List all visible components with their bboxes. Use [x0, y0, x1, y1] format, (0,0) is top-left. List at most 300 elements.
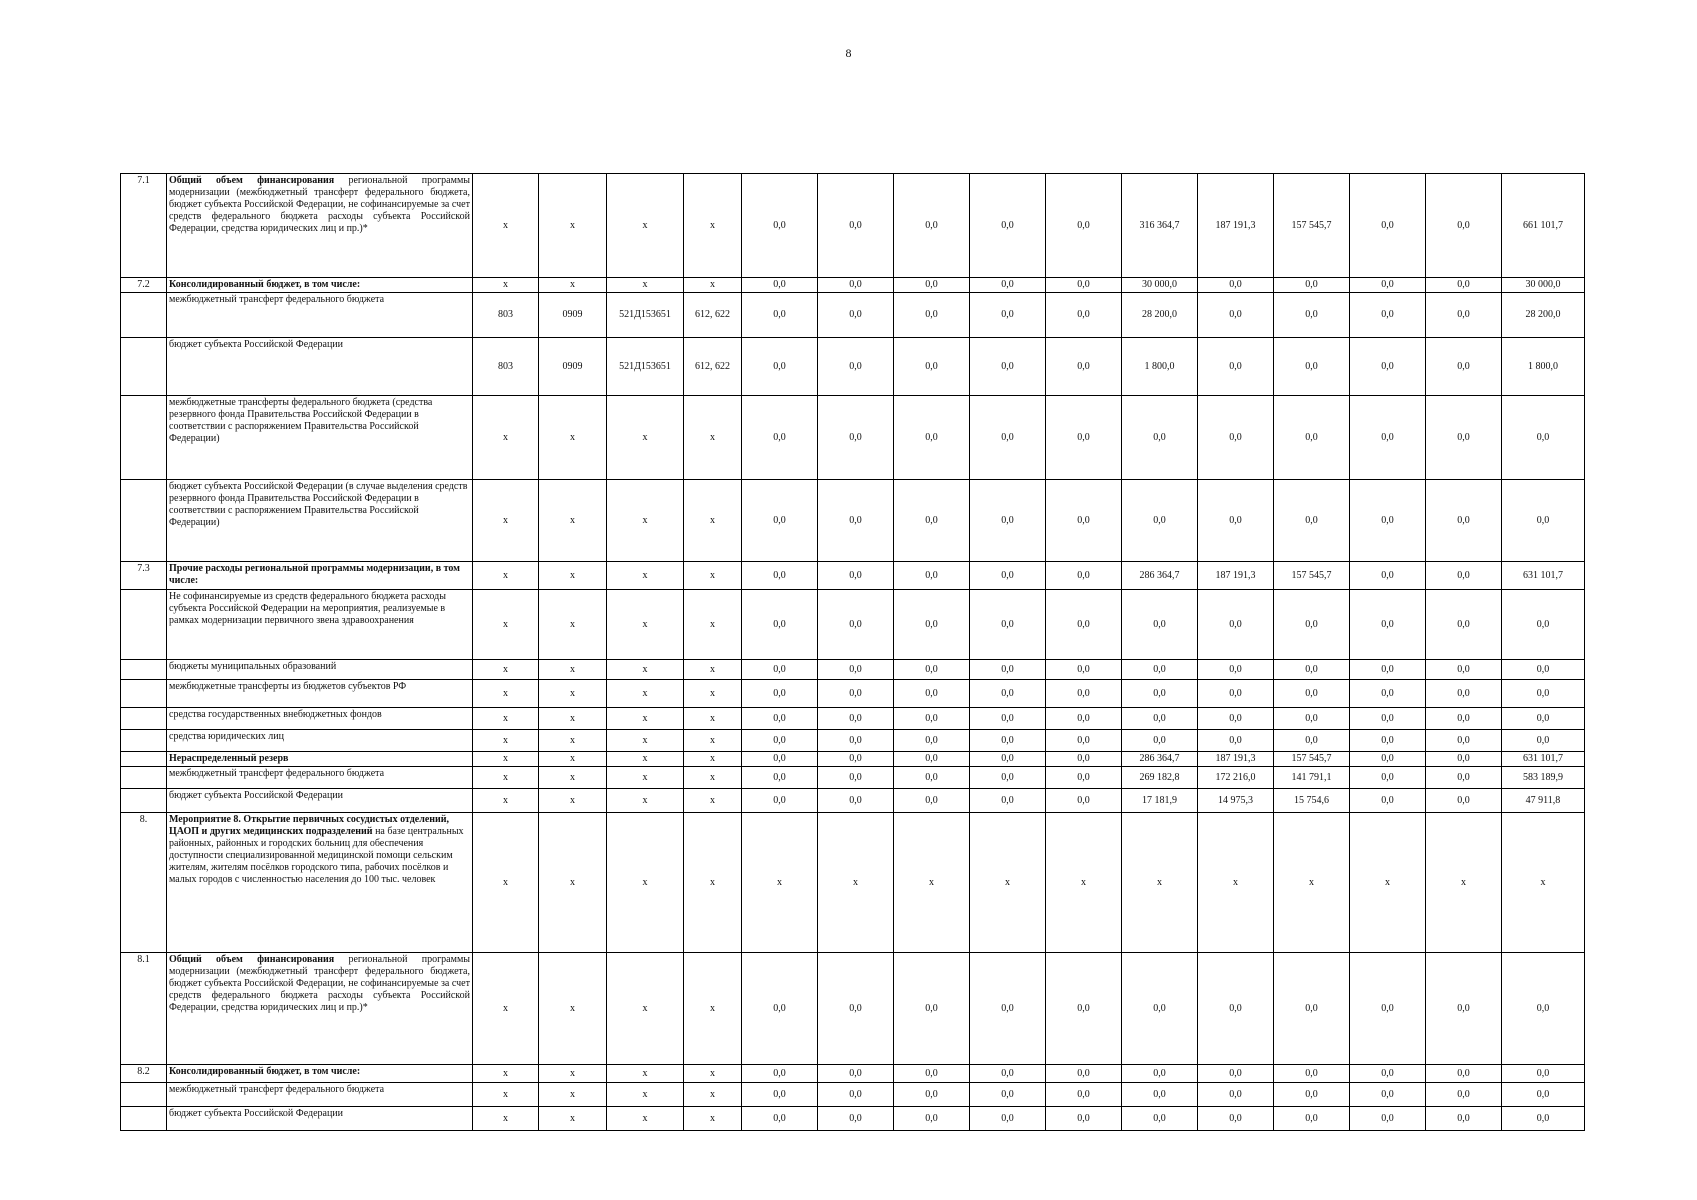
table-cell: x — [473, 680, 539, 708]
table-cell: 0,0 — [1274, 338, 1350, 396]
table-cell: 0,0 — [1426, 730, 1502, 752]
table-cell: 0,0 — [1502, 708, 1585, 730]
table-cell: x — [894, 813, 970, 953]
table-cell: x — [473, 1065, 539, 1083]
table-cell: 0,0 — [742, 730, 818, 752]
table-row — [121, 1065, 1585, 1083]
table-cell: 0,0 — [1350, 789, 1426, 813]
table-cell: 0,0 — [1198, 1107, 1274, 1131]
table-row — [121, 338, 1585, 396]
table-cell: 803 — [473, 338, 539, 396]
table-cell: 0,0 — [1274, 730, 1350, 752]
table-row — [121, 1107, 1585, 1131]
table-cell: 0,0 — [894, 278, 970, 293]
table-cell: x — [684, 813, 742, 953]
table-cell: 0,0 — [894, 953, 970, 1065]
table-cell: x — [539, 953, 607, 1065]
row-description-bold: Нераспределенный резерв — [169, 753, 289, 764]
table-cell: 0,0 — [1198, 480, 1274, 562]
table-cell: x — [818, 813, 894, 953]
table-cell: x — [473, 590, 539, 660]
table-cell: 0,0 — [1198, 293, 1274, 338]
table-cell: x — [473, 953, 539, 1065]
table-cell: 0,0 — [742, 293, 818, 338]
table-cell: 0,0 — [894, 752, 970, 767]
row-number — [121, 590, 167, 660]
table-cell: x — [473, 1083, 539, 1107]
table-row — [121, 293, 1585, 338]
table-cell: 0,0 — [894, 680, 970, 708]
table-cell: 0,0 — [1426, 396, 1502, 480]
table-cell: x — [607, 953, 684, 1065]
table-cell: 0,0 — [1350, 680, 1426, 708]
table-cell: 0,0 — [1502, 730, 1585, 752]
row-description — [167, 293, 473, 338]
table-cell: 17 181,9 — [1122, 789, 1198, 813]
table-cell: x — [1198, 813, 1274, 953]
row-description-text: бюджет субъекта Российской Федерации — [169, 1108, 344, 1119]
row-description-text: бюджет субъекта Российской Федерации (в случае выделения средств резервного фонда Правительства Российской Федерации в соответствии с распоряжением Правительства Российской Федерации) — [169, 481, 468, 528]
table-cell: 0,0 — [894, 1083, 970, 1107]
table-cell: 0,0 — [1122, 660, 1198, 680]
row-number — [121, 730, 167, 752]
table-cell: 0,0 — [1198, 590, 1274, 660]
row-description-text: межбюджетный трансферт федерального бюджета — [169, 1084, 385, 1095]
table-row — [121, 660, 1585, 680]
table-cell: 47 911,8 — [1502, 789, 1585, 813]
table-cell: 0,0 — [1274, 660, 1350, 680]
table-cell: 316 364,7 — [1122, 174, 1198, 278]
table-cell: 187 191,3 — [1198, 562, 1274, 590]
table-cell: x — [473, 813, 539, 953]
table-cell: 0,0 — [1426, 480, 1502, 562]
table-cell: 0909 — [539, 293, 607, 338]
table-cell: 0,0 — [742, 789, 818, 813]
table-cell: 0,0 — [818, 752, 894, 767]
table-cell: 0,0 — [818, 730, 894, 752]
row-number — [121, 480, 167, 562]
table-cell: 0,0 — [894, 590, 970, 660]
row-number — [121, 1083, 167, 1107]
table-cell: x — [539, 1065, 607, 1083]
table-cell: 0,0 — [1046, 1065, 1122, 1083]
table-cell: 157 545,7 — [1274, 562, 1350, 590]
table-cell: x — [607, 278, 684, 293]
table-cell: x — [684, 953, 742, 1065]
table-cell: x — [607, 1065, 684, 1083]
table-cell: x — [684, 680, 742, 708]
row-description — [167, 174, 473, 278]
table-cell: 286 364,7 — [1122, 562, 1198, 590]
table-cell: x — [539, 660, 607, 680]
table-cell: x — [539, 1083, 607, 1107]
table-cell: 269 182,8 — [1122, 767, 1198, 789]
table-cell: x — [684, 730, 742, 752]
table-cell: 0,0 — [970, 338, 1046, 396]
table-cell: 0,0 — [1350, 396, 1426, 480]
table-cell: 583 189,9 — [1502, 767, 1585, 789]
table-cell: 0,0 — [1198, 708, 1274, 730]
table-cell: 0,0 — [1198, 660, 1274, 680]
table-row — [121, 680, 1585, 708]
table-cell: 0,0 — [818, 278, 894, 293]
row-number: 7.1 — [121, 174, 167, 278]
table-cell: 0,0 — [970, 730, 1046, 752]
table-cell: 0,0 — [1350, 590, 1426, 660]
table-cell: 0,0 — [818, 1083, 894, 1107]
table-cell: x — [539, 1107, 607, 1131]
row-description — [167, 813, 473, 953]
table-cell: 0,0 — [818, 480, 894, 562]
table-cell: 187 191,3 — [1198, 752, 1274, 767]
table-row — [121, 813, 1585, 953]
table-cell: 0,0 — [742, 278, 818, 293]
table-cell: x — [473, 278, 539, 293]
table-cell: 0,0 — [970, 293, 1046, 338]
table-cell: 0,0 — [1426, 590, 1502, 660]
row-description-text: средства юридических лиц — [169, 731, 284, 742]
table-cell: 0,0 — [818, 1107, 894, 1131]
row-description — [167, 1065, 473, 1083]
table-cell: 14 975,3 — [1198, 789, 1274, 813]
row-number — [121, 1107, 167, 1131]
table-cell: 0,0 — [894, 1107, 970, 1131]
table-cell: 0,0 — [742, 480, 818, 562]
table-cell: 0,0 — [1274, 293, 1350, 338]
table-cell: 0,0 — [894, 660, 970, 680]
table-cell: 0,0 — [1198, 1065, 1274, 1083]
table-row — [121, 480, 1585, 562]
table-cell: x — [607, 562, 684, 590]
table-cell: 0,0 — [742, 708, 818, 730]
table-cell: 0,0 — [818, 396, 894, 480]
table-cell: x — [607, 660, 684, 680]
row-description-text: бюджет субъекта Российской Федерации — [169, 339, 344, 350]
page-number: 8 — [845, 46, 852, 60]
table-cell: 521Д153651 — [607, 338, 684, 396]
row-description-text: региональной программы модернизации (межбюджетный трансферт федерального бюджета, бюджет субъекта Российской Федерации, не софинансируемые за счет средств федерального бюджета расходы субъекта Российской Федерации, средства юридических лиц и пр.)* — [169, 954, 470, 1013]
table-cell: 0,0 — [1426, 680, 1502, 708]
table-cell: 803 — [473, 293, 539, 338]
table-cell: x — [473, 752, 539, 767]
table-cell: x — [539, 480, 607, 562]
table-cell: 0,0 — [1122, 680, 1198, 708]
table-cell: x — [539, 174, 607, 278]
row-number — [121, 767, 167, 789]
row-number: 8.1 — [121, 953, 167, 1065]
table-cell: 0,0 — [1274, 1107, 1350, 1131]
table-cell: x — [1122, 813, 1198, 953]
table-cell: 0,0 — [1046, 562, 1122, 590]
table-cell: 0,0 — [1198, 278, 1274, 293]
table-cell: 0909 — [539, 338, 607, 396]
table-cell: x — [684, 1083, 742, 1107]
table-cell: 0,0 — [1198, 730, 1274, 752]
table-cell: 0,0 — [1502, 1107, 1585, 1131]
row-description — [167, 1083, 473, 1107]
table-cell: 0,0 — [1426, 1065, 1502, 1083]
table-cell: 0,0 — [894, 1065, 970, 1083]
table-cell: x — [473, 789, 539, 813]
table-cell: x — [684, 278, 742, 293]
table-cell: 0,0 — [894, 730, 970, 752]
table-cell: x — [539, 680, 607, 708]
table-cell: 0,0 — [818, 590, 894, 660]
table-cell: 0,0 — [970, 1107, 1046, 1131]
row-number: 7.2 — [121, 278, 167, 293]
row-description — [167, 953, 473, 1065]
row-number — [121, 680, 167, 708]
budget-table — [120, 173, 1585, 1131]
row-description — [167, 789, 473, 813]
table-cell: 0,0 — [970, 767, 1046, 789]
table-cell: 0,0 — [1122, 1065, 1198, 1083]
table-cell: x — [607, 480, 684, 562]
table-cell: 0,0 — [1350, 660, 1426, 680]
table-cell: 0,0 — [1274, 590, 1350, 660]
table-cell: x — [539, 396, 607, 480]
table-cell: 30 000,0 — [1502, 278, 1585, 293]
row-description-text: региональной программы модернизации (межбюджетный трансферт федерального бюджета, бюджет субъекта Российской Федерации, не софинансируемые за счет средств федерального бюджета расходы субъекта Российской Федерации, средства юридических лиц и пр.)* — [169, 175, 470, 234]
table-cell: 612, 622 — [684, 338, 742, 396]
table-cell: 0,0 — [1502, 1083, 1585, 1107]
table-cell: 28 200,0 — [1122, 293, 1198, 338]
table-cell: x — [539, 767, 607, 789]
table-cell: 0,0 — [970, 278, 1046, 293]
table-cell: 0,0 — [1046, 480, 1122, 562]
row-description-text: межбюджетные трансферты из бюджетов субъектов РФ — [169, 681, 407, 692]
table-cell: 0,0 — [742, 174, 818, 278]
row-number — [121, 660, 167, 680]
row-number: 8. — [121, 813, 167, 953]
table-cell: 0,0 — [1198, 953, 1274, 1065]
table-cell: x — [684, 562, 742, 590]
table-cell: x — [539, 590, 607, 660]
table-cell: 0,0 — [1274, 1065, 1350, 1083]
table-cell: x — [539, 562, 607, 590]
table-cell: 0,0 — [970, 953, 1046, 1065]
table-cell: 0,0 — [1274, 396, 1350, 480]
table-cell: 0,0 — [1198, 396, 1274, 480]
table-cell: x — [684, 174, 742, 278]
table-cell: 0,0 — [1046, 680, 1122, 708]
table-cell: 0,0 — [1046, 730, 1122, 752]
table-cell: 0,0 — [1350, 1107, 1426, 1131]
table-cell: 0,0 — [1122, 1083, 1198, 1107]
table-cell: 30 000,0 — [1122, 278, 1198, 293]
table-cell: 0,0 — [1350, 1065, 1426, 1083]
table-cell: x — [970, 813, 1046, 953]
row-description — [167, 730, 473, 752]
table-cell: 0,0 — [1122, 1107, 1198, 1131]
row-description — [167, 708, 473, 730]
table-cell: 0,0 — [1122, 708, 1198, 730]
table-cell: 172 216,0 — [1198, 767, 1274, 789]
table-cell: 0,0 — [742, 562, 818, 590]
table-cell: 0,0 — [1426, 1107, 1502, 1131]
table-cell: 0,0 — [1046, 953, 1122, 1065]
table-cell: 0,0 — [894, 338, 970, 396]
table-cell: x — [473, 708, 539, 730]
table-row — [121, 789, 1585, 813]
table-cell: 286 364,7 — [1122, 752, 1198, 767]
table-cell: x — [684, 789, 742, 813]
table-cell: 0,0 — [894, 562, 970, 590]
table-cell: x — [607, 752, 684, 767]
row-description-bold: Прочие расходы региональной программы модернизации, в том числе: — [169, 563, 460, 586]
row-description-text: бюджет субъекта Российской Федерации — [169, 790, 344, 801]
table-cell: 0,0 — [1046, 293, 1122, 338]
table-cell: 0,0 — [1502, 660, 1585, 680]
row-description — [167, 480, 473, 562]
row-description-text: межбюджетный трансферт федерального бюджета — [169, 768, 385, 779]
table-cell: 157 545,7 — [1274, 174, 1350, 278]
table-cell: 28 200,0 — [1502, 293, 1585, 338]
table-cell: 0,0 — [970, 1065, 1046, 1083]
table-cell: 0,0 — [1350, 953, 1426, 1065]
table-cell: x — [607, 590, 684, 660]
table-cell: x — [1350, 813, 1426, 953]
row-description-text: на базе центральных районных, районных и городских больниц для обеспечения доступности специализированной медицинской помощи сельским жителям, жителям посёлков городского типа, рабочих посёлков и малых городов с численностью населения до 100 тыс. человек — [169, 826, 464, 885]
row-description-text: средства государственных внебюджетных фондов — [169, 709, 382, 720]
table-cell: 0,0 — [1046, 590, 1122, 660]
table-cell: 0,0 — [742, 338, 818, 396]
table-cell: 0,0 — [1046, 278, 1122, 293]
table-cell: 0,0 — [1502, 396, 1585, 480]
row-description-text: бюджеты муниципальных образований — [169, 661, 337, 672]
table-cell: x — [473, 1107, 539, 1131]
table-cell: 0,0 — [818, 338, 894, 396]
table-cell: 0,0 — [1198, 1083, 1274, 1107]
row-description — [167, 590, 473, 660]
table-cell: 0,0 — [818, 953, 894, 1065]
row-description-bold: Консолидированный бюджет, в том числе: — [169, 279, 361, 290]
table-cell: 0,0 — [818, 767, 894, 789]
table-cell: 0,0 — [1426, 752, 1502, 767]
table-cell: 0,0 — [818, 789, 894, 813]
table-cell: x — [473, 767, 539, 789]
table-cell: 0,0 — [1502, 1065, 1585, 1083]
table-cell: 0,0 — [1502, 590, 1585, 660]
table-cell: 0,0 — [970, 660, 1046, 680]
table-cell: 0,0 — [1274, 480, 1350, 562]
table-cell: x — [684, 1065, 742, 1083]
table-cell: 0,0 — [742, 1083, 818, 1107]
table-cell: 0,0 — [1350, 293, 1426, 338]
table-cell: x — [1274, 813, 1350, 953]
table-cell: 0,0 — [1046, 789, 1122, 813]
table-cell: 0,0 — [1046, 767, 1122, 789]
table-cell: 0,0 — [894, 789, 970, 813]
table-cell: 0,0 — [894, 174, 970, 278]
table-cell: 0,0 — [1046, 708, 1122, 730]
table-cell: x — [607, 730, 684, 752]
table-cell: 0,0 — [1350, 562, 1426, 590]
table-cell: 0,0 — [1502, 480, 1585, 562]
table-cell: x — [1046, 813, 1122, 953]
table-cell: 0,0 — [1426, 293, 1502, 338]
table-cell: 0,0 — [970, 174, 1046, 278]
table-cell: 0,0 — [1046, 1083, 1122, 1107]
table-cell: 0,0 — [894, 396, 970, 480]
row-description-text: Не софинансируемые из средств федерального бюджета расходы субъекта Российской Федерации на мероприятия, реализуемые в рамках модернизации первичного звена здравоохранения — [169, 591, 446, 626]
table-cell: x — [539, 813, 607, 953]
table-cell: 0,0 — [818, 708, 894, 730]
table-cell: x — [607, 767, 684, 789]
row-description-bold: Мероприятие 8. Открытие первичных сосудистых отделений, ЦАОП и других медицинских подразделений — [169, 814, 450, 837]
table-cell: 0,0 — [1502, 953, 1585, 1065]
row-number — [121, 396, 167, 480]
table-cell: 141 791,1 — [1274, 767, 1350, 789]
table-cell: 0,0 — [818, 1065, 894, 1083]
table-cell: 0,0 — [1350, 278, 1426, 293]
table-cell: 0,0 — [742, 953, 818, 1065]
row-description-text: межбюджетный трансферт федерального бюджета — [169, 294, 385, 305]
table-cell: 0,0 — [1122, 590, 1198, 660]
row-description-bold: Общий объем финансирования — [169, 954, 335, 965]
table-cell: x — [684, 1107, 742, 1131]
table-row — [121, 953, 1585, 1065]
table-cell: 0,0 — [1274, 278, 1350, 293]
table-cell: x — [607, 813, 684, 953]
table-row — [121, 752, 1585, 767]
table-cell: x — [473, 660, 539, 680]
row-number — [121, 752, 167, 767]
table-cell: x — [684, 767, 742, 789]
table-cell: 0,0 — [894, 767, 970, 789]
table-cell: 0,0 — [1274, 1083, 1350, 1107]
table-cell: x — [473, 562, 539, 590]
table-cell: 0,0 — [1274, 953, 1350, 1065]
row-description — [167, 660, 473, 680]
row-description-text: межбюджетные трансферты федерального бюджета (средства резервного фонда Правительства Российской Федерации в соответствии с распоряжением Правительства Российской Федерации) — [169, 397, 433, 444]
row-description — [167, 396, 473, 480]
table-cell: 0,0 — [742, 752, 818, 767]
table-cell: 0,0 — [1426, 767, 1502, 789]
table-cell: 661 101,7 — [1502, 174, 1585, 278]
table-cell: x — [539, 278, 607, 293]
table-cell: 0,0 — [894, 293, 970, 338]
table-cell: x — [607, 1107, 684, 1131]
table-cell: 0,0 — [742, 396, 818, 480]
table-cell: x — [684, 480, 742, 562]
table-cell: 0,0 — [1046, 1107, 1122, 1131]
table-cell: 0,0 — [1426, 278, 1502, 293]
table-cell: x — [539, 730, 607, 752]
table-cell: 0,0 — [1274, 680, 1350, 708]
table-cell: 0,0 — [894, 480, 970, 562]
table-cell: 157 545,7 — [1274, 752, 1350, 767]
table-cell: x — [684, 708, 742, 730]
table-cell: 0,0 — [742, 680, 818, 708]
table-cell: 0,0 — [1426, 789, 1502, 813]
table-cell: x — [473, 396, 539, 480]
table-cell: 0,0 — [1426, 338, 1502, 396]
table-cell: 0,0 — [1046, 752, 1122, 767]
table-cell: x — [684, 752, 742, 767]
row-number — [121, 338, 167, 396]
table-cell: 0,0 — [970, 789, 1046, 813]
table-cell: 0,0 — [1122, 730, 1198, 752]
table-cell: x — [607, 680, 684, 708]
table-row — [121, 174, 1585, 278]
table-cell: 0,0 — [970, 680, 1046, 708]
table-cell: 521Д153651 — [607, 293, 684, 338]
table-row — [121, 562, 1585, 590]
row-description-bold: Общий объем финансирования — [169, 175, 335, 186]
table-cell: 0,0 — [818, 293, 894, 338]
table-cell: 0,0 — [894, 708, 970, 730]
